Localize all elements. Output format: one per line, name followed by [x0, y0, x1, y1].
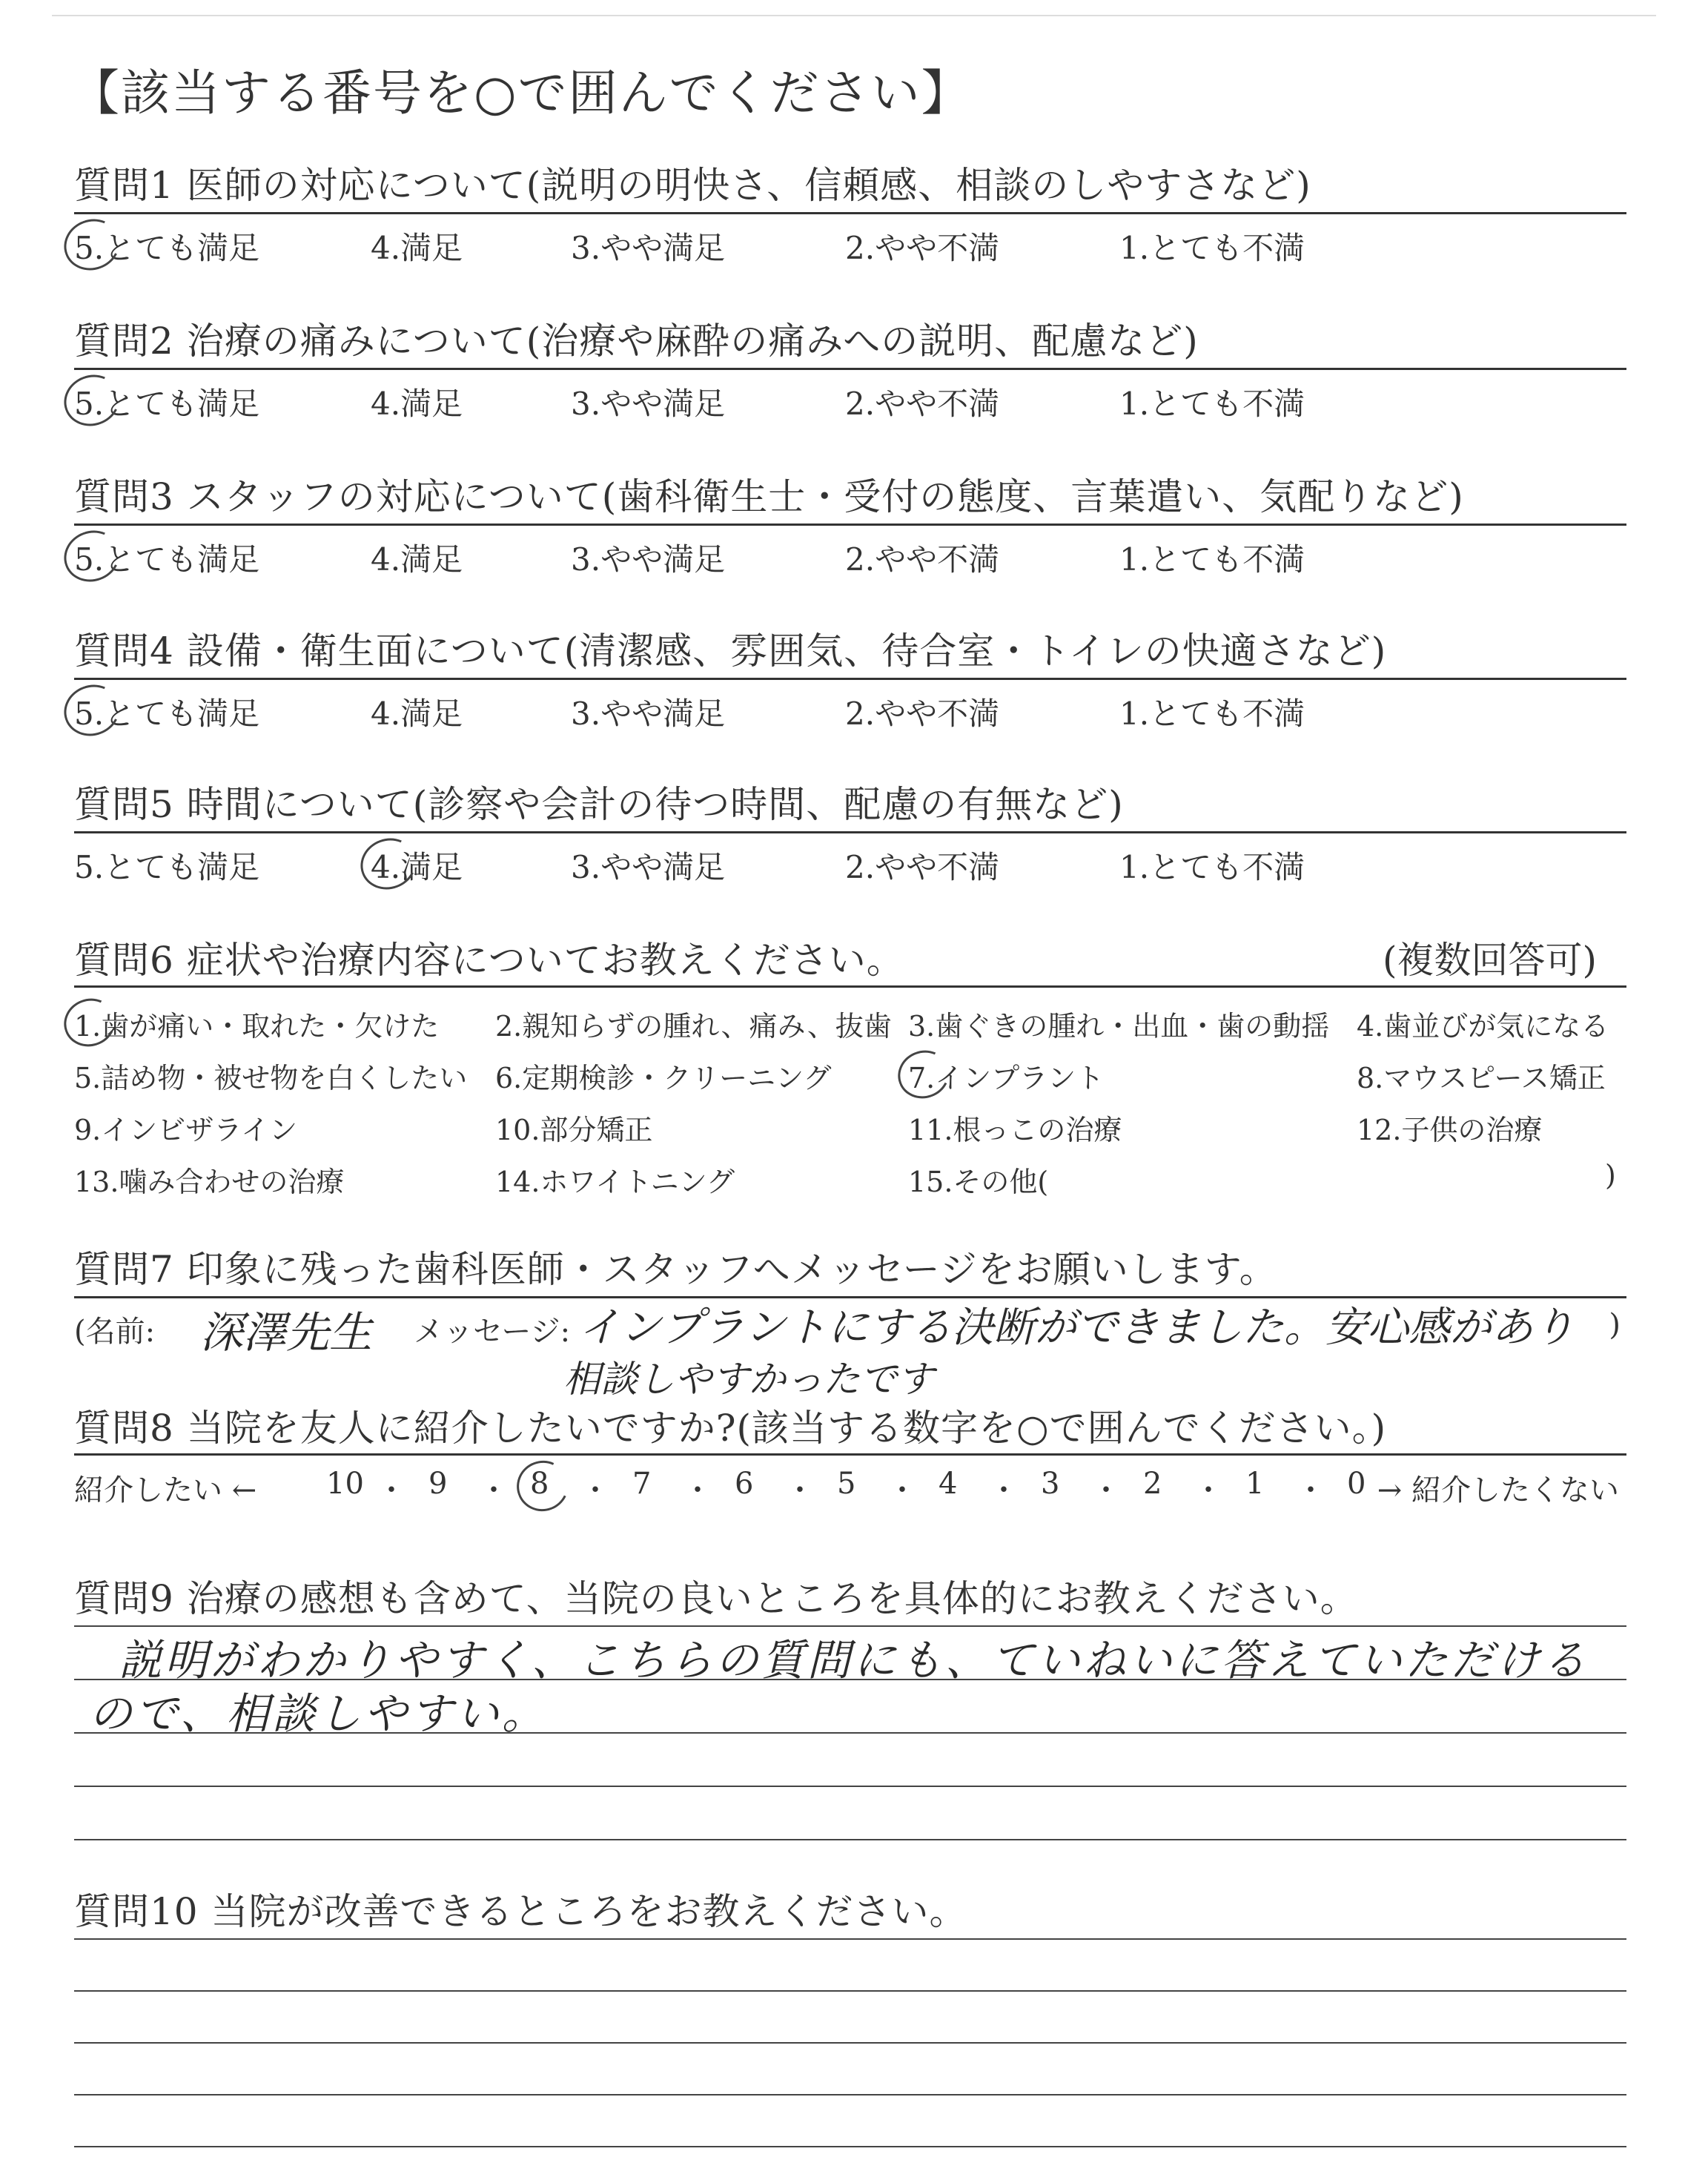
symptom-option-5[interactable]: 5.詰め物・被せ物を白くしたい	[74, 1062, 468, 1094]
symptom-option-7[interactable]: 7.インプラント	[908, 1062, 1105, 1094]
symptom-option-2[interactable]: 2.親知らずの腫れ、痛み、抜歯	[495, 1010, 892, 1043]
symptom-option-14[interactable]: 14.ホワイトニング	[495, 1166, 735, 1198]
rating-option-3[interactable]: 3.やや満足	[571, 386, 726, 422]
symptom-option-13[interactable]: 13.噛み合わせの治療	[74, 1166, 345, 1198]
scale-value-10[interactable]: 10	[326, 1467, 364, 1501]
question-underline	[74, 1453, 1626, 1456]
rating-option-2[interactable]: 2.やや不満	[845, 849, 1000, 885]
question-title: 質問10 当院が改善できるところをお教えください。	[74, 1890, 967, 1933]
top-divider	[52, 15, 1656, 16]
rating-option-4[interactable]: 4.満足	[371, 230, 463, 266]
symptom-option-11[interactable]: 11.根っこの治療	[908, 1114, 1122, 1146]
answer-line	[74, 2094, 1626, 2095]
scale-separator: ・	[580, 1473, 610, 1507]
question-underline	[74, 678, 1626, 680]
rating-option-2[interactable]: 2.やや不満	[845, 696, 1000, 732]
scale-value-0[interactable]: 0	[1347, 1467, 1366, 1501]
rating-option-5[interactable]: 5.とても満足	[74, 230, 260, 266]
rating-option-2[interactable]: 2.やや不満	[845, 230, 1000, 266]
symptom-option-15[interactable]: 15.その他(	[908, 1166, 1049, 1198]
message-handwritten-line-2: 相談しやすかったです	[563, 1358, 934, 1401]
question-8	[74, 1398, 1626, 1507]
message-row	[74, 1308, 155, 1350]
question-title: 質問7 印象に残った歯科医師・スタッフへメッセージをお願いします。	[74, 1248, 1277, 1291]
question-title: 質問3 スタッフの対応について(歯科衛生士・受付の態度、言葉遣い、気配りなど)	[74, 475, 1464, 518]
scale-value-6[interactable]: 6	[735, 1467, 754, 1501]
scale-separator: ・	[377, 1473, 406, 1507]
rating-option-3[interactable]: 3.やや満足	[571, 230, 726, 266]
rating-option-4[interactable]: 4.満足	[371, 849, 463, 885]
question-10	[74, 1882, 1626, 1935]
question-title: 質問1 医師の対応について(説明の明快さ、信頼感、相談のしやすさなど)	[74, 164, 1311, 207]
scale-value-3[interactable]: 3	[1041, 1467, 1060, 1501]
rating-option-1[interactable]: 1.とても不満	[1119, 386, 1305, 422]
question-underline	[74, 368, 1626, 370]
message-close-paren: )	[1609, 1308, 1621, 1342]
scale-value-7[interactable]: 7	[632, 1467, 652, 1501]
answer-line	[74, 1786, 1626, 1787]
symptom-option-3[interactable]: 3.歯ぐきの腫れ・出血・歯の動揺	[908, 1010, 1330, 1043]
question-underline	[74, 524, 1626, 526]
scale-separator: ・	[785, 1473, 815, 1507]
answer-line	[74, 1990, 1626, 1992]
question-title: 質問8 当院を友人に紹介したいですか?(該当する数字を○で囲んでください。)	[74, 1407, 1387, 1450]
scale-value-5[interactable]: 5	[837, 1467, 856, 1501]
scale-separator: ・	[1194, 1473, 1223, 1507]
scale-separator: ・	[887, 1473, 917, 1507]
question-1	[74, 156, 1626, 266]
scale-separator: ・	[479, 1473, 509, 1507]
instruction-header: 【該当する番号を○で囲んでください】	[70, 65, 972, 122]
question-2	[74, 311, 1626, 422]
rating-option-1[interactable]: 1.とても不満	[1119, 696, 1305, 732]
answer-line	[74, 2146, 1626, 2147]
rating-option-5[interactable]: 5.とても満足	[74, 541, 260, 578]
symptom-option-1[interactable]: 1.歯が痛い・取れた・欠けた	[74, 1010, 440, 1043]
scale-value-9[interactable]: 9	[428, 1467, 448, 1501]
name-label: (名前:	[74, 1315, 156, 1349]
message-handwritten: インプラントにする決断ができました。安心感があり	[578, 1304, 1575, 1352]
rating-option-3[interactable]: 3.やや満足	[571, 541, 726, 578]
selected-circle-mark	[509, 1453, 575, 1519]
symptom-option-8[interactable]: 8.マウスピース矯正	[1357, 1062, 1606, 1094]
multiple-answers-note: (複数回答可)	[1382, 939, 1597, 982]
scale-value-8[interactable]: 8	[530, 1467, 549, 1501]
symptom-option-6[interactable]: 6.定期検診・クリーニング	[495, 1062, 832, 1094]
rating-option-4[interactable]: 4.満足	[371, 696, 463, 732]
rating-option-5[interactable]: 5.とても満足	[74, 849, 260, 885]
question-7	[74, 1240, 1626, 1401]
rating-option-3[interactable]: 3.やや満足	[571, 849, 726, 885]
question-4	[74, 621, 1626, 732]
answer-line	[74, 1839, 1626, 1840]
question-title: 質問4 設備・衛生面について(清潔感、雰囲気、待合室・トイレの快適さなど)	[74, 630, 1387, 673]
answer-line	[74, 2042, 1626, 2044]
symptom-option-10[interactable]: 10.部分矯正	[495, 1114, 653, 1146]
question-5	[74, 775, 1626, 885]
scale-separator: ・	[683, 1473, 712, 1507]
question-underline	[74, 831, 1626, 833]
rating-option-5[interactable]: 5.とても満足	[74, 386, 260, 422]
question-underline	[74, 985, 1626, 988]
selected-circle-mark	[891, 1043, 956, 1106]
question-title: 質問6 症状や治療内容についてお教えください。	[74, 939, 904, 982]
rating-option-1[interactable]: 1.とても不満	[1119, 230, 1305, 266]
recommend-right-label: → 紹介したくない	[1377, 1473, 1619, 1507]
rating-option-5[interactable]: 5.とても満足	[74, 696, 260, 732]
name-handwritten: 深澤先生	[200, 1307, 373, 1358]
question-title: 質問9 治療の感想も含めて、当院の良いところを具体的にお教えください。	[74, 1577, 1358, 1620]
other-close-paren: )	[1605, 1159, 1616, 1192]
rating-option-2[interactable]: 2.やや不満	[845, 386, 1000, 422]
scale-value-1[interactable]: 1	[1245, 1467, 1265, 1501]
scale-separator: ・	[1296, 1473, 1325, 1507]
question-underline	[74, 212, 1626, 214]
rating-option-2[interactable]: 2.やや不満	[845, 541, 1000, 578]
recommend-scale	[326, 1467, 1379, 1511]
selected-circle-mark	[57, 991, 122, 1054]
question-3	[74, 467, 1626, 578]
recommend-left-label: 紹介したい ←	[74, 1473, 257, 1507]
rating-option-1[interactable]: 1.とても不満	[1119, 849, 1305, 885]
answer-handwritten-line-1: 説明がわかりやすく、こちらの質問にも、ていねいに答えていただける	[119, 1635, 1589, 1685]
symptom-option-9[interactable]: 9.インビザライン	[74, 1114, 298, 1146]
symptom-option-12[interactable]: 12.子供の治療	[1357, 1114, 1543, 1146]
question-title: 質問2 治療の痛みについて(治療や麻酔の痛みへの説明、配慮など)	[74, 320, 1199, 363]
answer-handwritten-line-2: ので、相談しやすい。	[89, 1688, 548, 1739]
question-9	[74, 1569, 1626, 1739]
scale-value-2[interactable]: 2	[1143, 1467, 1162, 1501]
question-title: 質問5 時間について(診察や会計の待つ時間、配慮の有無など)	[74, 783, 1124, 826]
scale-value-4[interactable]: 4	[939, 1467, 958, 1501]
rating-option-3[interactable]: 3.やや満足	[571, 696, 726, 732]
answer-line	[74, 1938, 1626, 1940]
scale-separator: ・	[1091, 1473, 1121, 1507]
question-6	[74, 931, 1626, 1198]
rating-option-4[interactable]: 4.満足	[371, 386, 463, 422]
symptom-option-4[interactable]: 4.歯並びが気になる	[1357, 1010, 1609, 1043]
scale-separator: ・	[989, 1473, 1019, 1507]
rating-option-1[interactable]: 1.とても不満	[1119, 541, 1305, 578]
rating-option-4[interactable]: 4.満足	[371, 541, 463, 578]
message-label: メッセージ:	[414, 1315, 571, 1349]
